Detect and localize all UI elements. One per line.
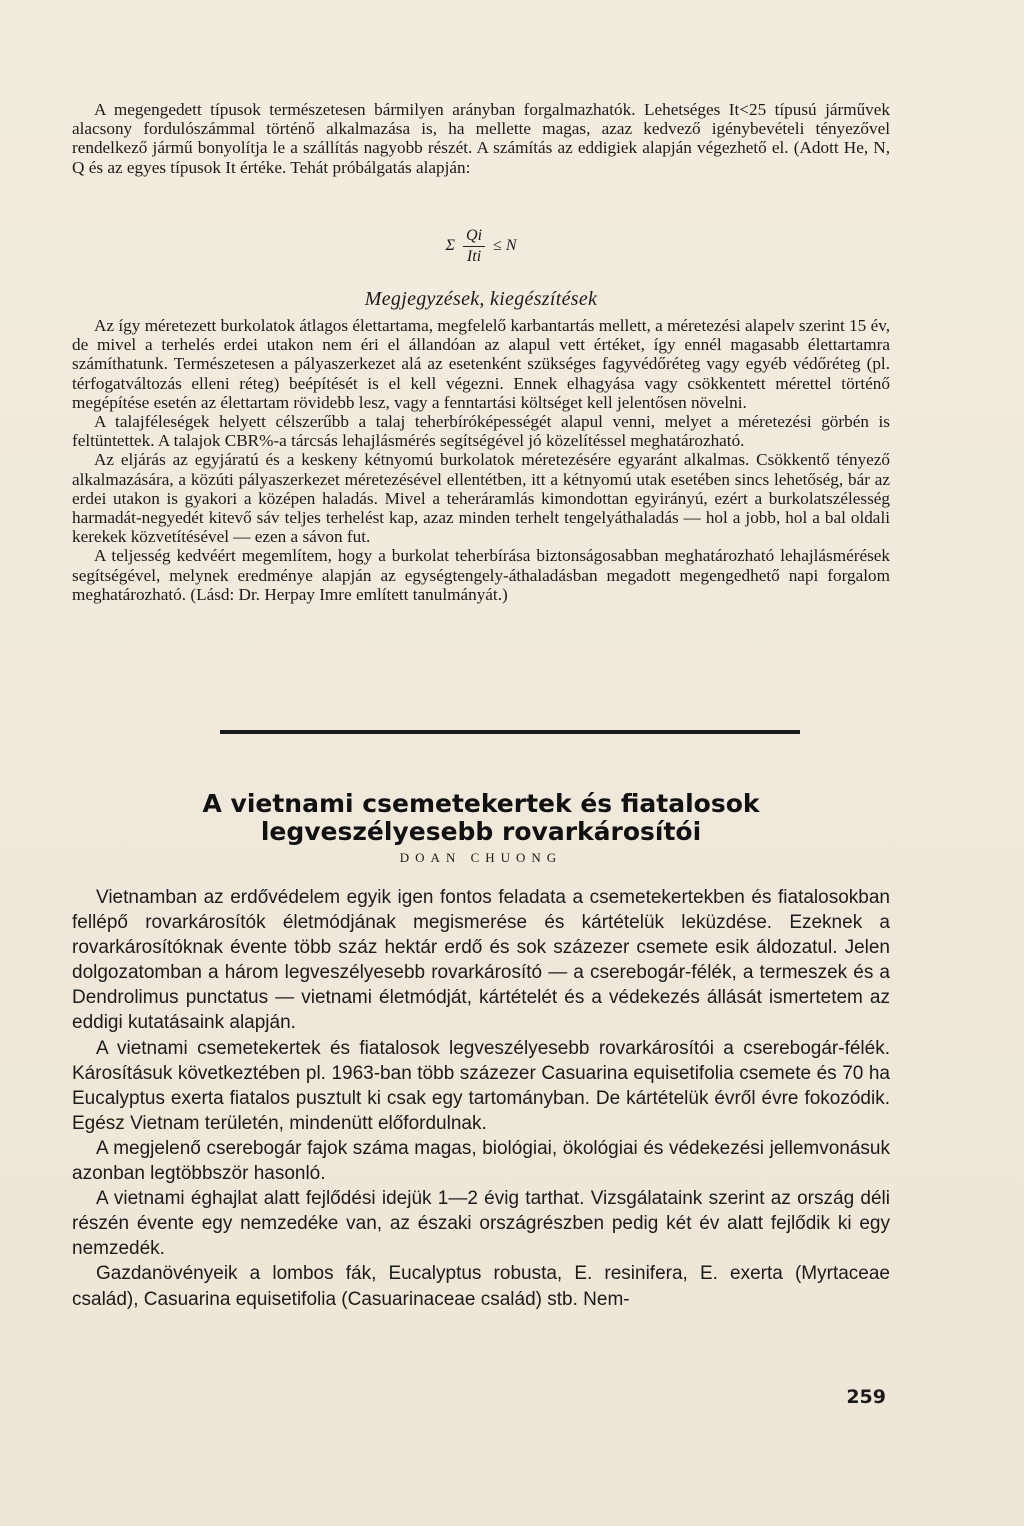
section-divider	[220, 730, 800, 734]
formula-relation: ≤ N	[493, 237, 517, 255]
note-paragraph: Az eljárás az egyjáratú és a keskeny kétnyomú burkolatok méretezésére egyaránt alkalmas. Csökkentő tényező alkalmazására, a közúti pályaszerkezet méretezésével ellentétben, itt a kétnyomú utak esetében sincs lehetőség, bár az erdei utakon is gyakori a középen haladás. Mivel a teheráramlás kimondottan egyirányú, ezért a burkolatszélesség harmadát-negyedét kitevő sáv teljes terhelést kap, azaz minden terhelt tengelyáthaladás — hol a jobb, hol a bal oldali kerekek közvetítésével — ezen a sávon fut.	[72, 450, 890, 547]
note-paragraph: A talajféleségek helyett célszerűbb a talaj teherbíróképességét alapul venni, melyet a méretezési görbén is feltüntettek. A talajok CBR%-a tárcsás lehajlásmérés segítségével jó közelítéssel meghatározható.	[72, 412, 890, 451]
formula-sigma: Σ	[445, 237, 456, 255]
page-number: 259	[846, 1386, 886, 1408]
formula-numerator: Qi	[463, 226, 485, 247]
formula-fraction	[463, 226, 485, 267]
article-body	[72, 885, 890, 1312]
top-section	[72, 100, 890, 604]
summation-formula	[72, 226, 890, 278]
section-subheading: Megjegyzések, kiegészítések	[364, 288, 598, 310]
note-paragraph: A teljesség kedvéért megemlítem, hogy a burkolat teherbírása biztonságosabban meghatározható lehajlásmérések segítségével, melynek eredménye alapján az egységtengely-áthaladásban megadott megengedhető napi forgalom meghatározható. (Lásd: Dr. Herpay Imre említett tanulmányát.)	[72, 546, 890, 604]
article-title-line-1: A vietnami csemetekertek és fiatalosok	[202, 789, 760, 818]
article-author: DOAN CHUONG	[399, 850, 563, 865]
article-paragraph: Vietnamban az erdővédelem egyik igen fontos feladata a csemetekertekben és fiatalosokban fellépő rovarkárosítók életmódjának megismerése és kártételük leküzdése. Ezeknek a rovarkárosítóknak évente több száz hektár erdő és sok százezer csemete esik áldozatul. Jelen dolgozatomban a három legveszélyesebb rovarkárosító — a cserebogár-félék, a termeszek és a Dendrolimus punctatus — vietnami életmódját, kártételét és a védekezés állását ismertetem az eddigi kutatásaink alapján.	[72, 887, 890, 1034]
article-paragraph: A vietnami éghajlat alatt fejlődési idejük 1—2 évig tarthat. Vizsgálataink szerint az ország déli részén évente egy nemzedéke van, az északi országrészben pedig két év alatt fejlődik ki egy nemzedék.	[72, 1188, 890, 1260]
article-title-line-2: legveszélyesebb rovarkárosítói	[260, 817, 702, 846]
formula-denominator: Iti	[466, 248, 482, 265]
article-title	[72, 790, 890, 846]
article-paragraph: Gazdanövényeik a lombos fák, Eucalyptus robusta, E. resinifera, E. exerta (Myrtaceae család), Casuarina equisetifolia (Casuarinaceae család) stb. Nem-	[72, 1263, 890, 1310]
article-paragraph: A vietnami csemetekertek és fiatalosok legveszélyesebb rovarkárosítói a cserebogár-félék. Károsításuk következtében pl. 1963-ban több százezer Casuarina equisetifolia csemete és 70 ha Eucalyptus exerta fiatalos pusztult ki csak egy tartományban. De kártételük évről évre fokozódik. Egész Vietnam területén, mindenütt előfordulnak.	[72, 1037, 890, 1134]
paragraph-intro: A megengedett típusok természetesen bármilyen arányban forgalmazhatók. Lehetséges It<25 típusú járművek alacsony fordulószámmal történő alkalmazása is, ha mellette magas, azaz kedvező igénybevételi tényezővel rendelkező jármű bonyolítja le a szállítás nagyobb részét. A számítás az eddigiek alapján végezhető el. (Adott He, N, Q és az egyes típusok It értéke. Tehát próbálgatás alapján:	[72, 100, 890, 177]
note-paragraph: Az így méretezett burkolatok átlagos élettartama, megfelelő karbantartás mellett, a méretezési alapelv szerint 15 év, de mivel a terhelés erdei utakon nem éri el állandóan az alapul vett értéket, így ennél magasabb élettartamra számíthatunk. Természetesen a pályaszerkezet alá az esetenként szükséges fagyvédőréteg vagy egyéb védőréteg (pl. térfogatváltozás elleni réteg) beépítését is el kell végezni. Ennek elhagyása vagy csökkentett mérettel történő megépítése esetén az élettartam rövidebb lesz, vagy a fenntartási költséget kell jelentősen növelni.	[72, 316, 890, 412]
article-paragraph: A megjelenő cserebogár fajok száma magas, biológiai, ökológiai és védekezési jellemvonásuk azonban legtöbbször hasonló.	[72, 1137, 890, 1185]
notes-paragraphs	[72, 316, 890, 604]
